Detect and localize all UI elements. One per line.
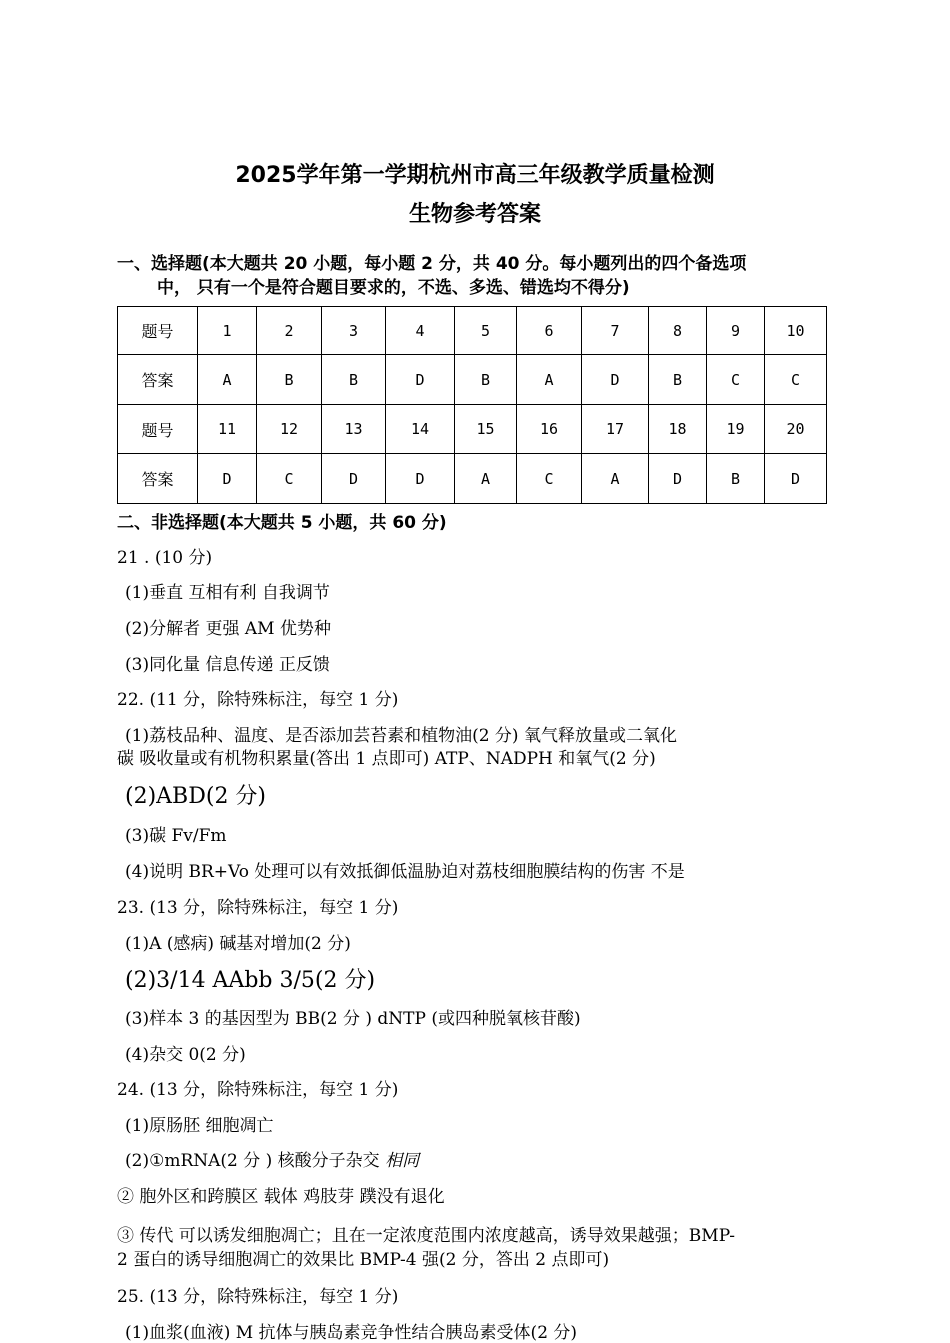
q24-line3: ② 胞外区和跨膜区 载体 鸡肢芽 蹼没有退化 (117, 1187, 445, 1207)
answer-label: 答案 (118, 355, 198, 405)
section2-heading: 二、非选择题(本大题共 5 小题，共 60 分) (117, 513, 447, 533)
table-cell: C (517, 454, 582, 504)
q24-line2-italic: 相同 (385, 1151, 420, 1171)
table-cell: 16 (517, 405, 582, 454)
table-cell: B (322, 355, 386, 405)
table-cell: 10 (765, 307, 827, 355)
table-cell: 6 (517, 307, 582, 355)
table-cell: D (386, 355, 455, 405)
table-row (118, 405, 827, 454)
table-row (118, 307, 827, 355)
q21-heading: 21 . (10 分) (117, 548, 213, 568)
table-cell: B (649, 355, 707, 405)
q23-line1: (1)A (感病) 碱基对增加(2 分) (125, 934, 351, 954)
table-cell: D (649, 454, 707, 504)
section1-heading-line2: 中， 只有一个是符合题目要求的，不选、多选、错选均不得分) (157, 278, 630, 298)
page-subtitle: 生物参考答案 (408, 202, 541, 227)
q22-line3: (2)ABD(2 分) (125, 784, 267, 809)
table-cell: 5 (455, 307, 517, 355)
answer-table (117, 306, 827, 504)
table-cell: 12 (257, 405, 322, 454)
table-cell: 3 (322, 307, 386, 355)
table-cell: 7 (582, 307, 649, 355)
table-cell: 11 (198, 405, 257, 454)
q25-heading: 25. (13 分，除特殊标注，每空 1 分) (117, 1287, 399, 1307)
table-cell: B (707, 454, 765, 504)
q24-line2-text: (2)①mRNA(2 分 ) 核酸分子杂交 (125, 1151, 386, 1171)
q23-line3: (3)样本 3 的基因型为 BB(2 分 ) dNTP (或四种脱氧核苷酸) (125, 1009, 581, 1029)
table-cell: 19 (707, 405, 765, 454)
q21-line3: (3)同化量 信息传递 正反馈 (125, 655, 330, 675)
table-cell: 9 (707, 307, 765, 355)
q23-line2: (2)3/14 AAbb 3/5(2 分) (125, 968, 376, 993)
table-cell: 13 (322, 405, 386, 454)
question-number-label: 题号 (118, 307, 198, 355)
question-number-label: 题号 (118, 405, 198, 454)
table-cell: 14 (386, 405, 455, 454)
table-cell: 1 (198, 307, 257, 355)
table-cell: 15 (455, 405, 517, 454)
q22-heading: 22. (11 分，除特殊标注，每空 1 分) (117, 690, 399, 710)
q24-heading: 24. (13 分，除特殊标注，每空 1 分) (117, 1080, 399, 1100)
q24-line5: 2 蛋白的诱导细胞凋亡的效果比 BMP-4 强(2 分，答出 2 点即可) (117, 1250, 610, 1270)
q22-line1: (1)荔枝品种、温度、是否添加芸苔素和植物油(2 分) 氧气释放量或二氧化 (125, 726, 677, 746)
table-row (118, 454, 827, 504)
table-cell: D (322, 454, 386, 504)
answer-label: 答案 (118, 454, 198, 504)
q24-line1: (1)原肠胚 细胞凋亡 (125, 1116, 274, 1136)
table-cell: A (517, 355, 582, 405)
table-cell: C (257, 454, 322, 504)
table-cell: A (455, 454, 517, 504)
table-cell: D (765, 454, 827, 504)
q22-line5: (4)说明 BR+Vo 处理可以有效抵御低温胁迫对荔枝细胞膜结构的伤害 不是 (125, 862, 685, 882)
table-cell: C (707, 355, 765, 405)
table-cell: D (582, 355, 649, 405)
table-row (118, 355, 827, 405)
table-cell: 20 (765, 405, 827, 454)
section1-heading-line1: 一、选择题(本大题共 20 小题，每小题 2 分，共 40 分。每小题列出的四个备选项 (117, 254, 747, 274)
q23-line4: (4)杂交 0(2 分) (125, 1045, 246, 1065)
table-cell: D (386, 454, 455, 504)
q25-line1: (1)血浆(血液) M 抗体与胰岛素竞争性结合胰岛素受体(2 分) (125, 1323, 578, 1343)
table-cell: C (765, 355, 827, 405)
q21-line1: (1)垂直 互相有利 自我调节 (125, 583, 330, 603)
table-cell: 2 (257, 307, 322, 355)
q21-line2: (2)分解者 更强 AM 优势种 (125, 619, 331, 639)
q22-line4: (3)碳 Fv/Fm (125, 826, 227, 846)
q23-heading: 23. (13 分，除特殊标注，每空 1 分) (117, 898, 399, 918)
table-cell: A (582, 454, 649, 504)
page-title: 2025学年第一学期杭州市高三年级教学质量检测 (235, 163, 715, 188)
table-cell: D (198, 454, 257, 504)
table-cell: 17 (582, 405, 649, 454)
q22-line2: 碳 吸收量或有机物积累量(答出 1 点即可) ATP、NADPH 和氧气(2 分) (117, 749, 656, 769)
q24-line2 (125, 1146, 419, 1171)
table-cell: 18 (649, 405, 707, 454)
q24-line4: ③ 传代 可以诱发细胞凋亡；且在一定浓度范围内浓度越高，诱导效果越强；BMP- (117, 1226, 735, 1246)
table-cell: B (257, 355, 322, 405)
table-cell: 8 (649, 307, 707, 355)
table-cell: B (455, 355, 517, 405)
table-cell: 4 (386, 307, 455, 355)
table-cell: A (198, 355, 257, 405)
